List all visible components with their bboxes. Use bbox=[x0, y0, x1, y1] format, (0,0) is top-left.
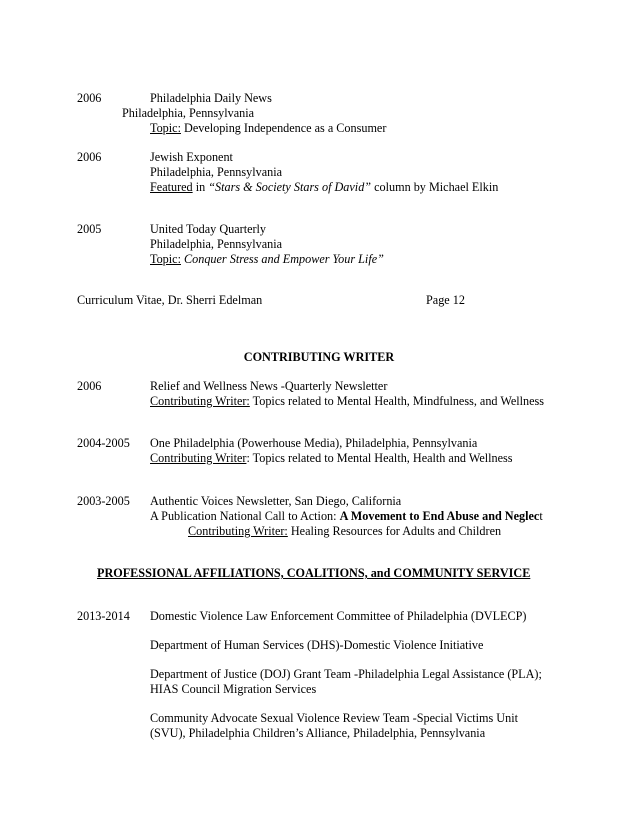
affiliations-year: 2013-2014 bbox=[77, 609, 130, 623]
affiliation-item-2: Department of Human Services (DHS)-Domestic Violence Initiative bbox=[150, 638, 484, 652]
media-3-topic-label: Topic: bbox=[150, 252, 181, 266]
footer-page-number: Page 12 bbox=[426, 293, 465, 307]
media-2-feature bbox=[150, 180, 498, 195]
media-1-topic-detail: Developing Independence as a Consumer bbox=[180, 121, 387, 135]
contrib-2-role-label: Contributing Writer bbox=[150, 451, 247, 465]
contrib-2-role bbox=[150, 451, 513, 466]
footer-cv-title: Curriculum Vitae, Dr. Sherri Edelman bbox=[77, 293, 263, 307]
media-1-location: Philadelphia, Pennsylvania bbox=[122, 106, 255, 120]
contrib-1-role bbox=[150, 394, 544, 409]
contrib-3-year: 2003-2005 bbox=[77, 494, 130, 508]
contributing-writer-heading: CONTRIBUTING WRITER bbox=[243, 350, 395, 364]
affiliation-item-3: Department of Justice (DOJ) Grant Team -Philadelphia Legal Assistance (PLA); bbox=[150, 667, 542, 681]
media-3-outlet: United Today Quarterly bbox=[150, 222, 267, 236]
media-3-year: 2005 bbox=[77, 222, 102, 236]
media-2-feature-pre: in bbox=[192, 180, 209, 194]
contrib-3-cta-post: t bbox=[539, 509, 543, 523]
media-2-feature-post: column by Michael Elkin bbox=[371, 180, 499, 194]
affiliation-item-6: (SVU), Philadelphia Children’s Alliance, Philadelphia, Pennsylvania bbox=[150, 726, 486, 740]
media-1-outlet: Philadelphia Daily News bbox=[150, 91, 272, 105]
contrib-3-call-to-action bbox=[150, 509, 543, 524]
contrib-1-year: 2006 bbox=[77, 379, 102, 393]
contrib-3-role bbox=[188, 524, 501, 539]
media-3-topic-detail: Conquer Stress and Empower Your Life” bbox=[180, 252, 384, 266]
affiliation-item-1: Domestic Violence Law Enforcement Committee of Philadelphia (DVLECP) bbox=[150, 609, 527, 623]
affiliation-item-4: HIAS Council Migration Services bbox=[150, 682, 317, 696]
contrib-3-publication: Authentic Voices Newsletter, San Diego, California bbox=[150, 494, 402, 508]
media-1-topic bbox=[150, 121, 386, 136]
contrib-2-role-detail: : Topics related to Mental Health, Health and Wellness bbox=[246, 451, 513, 465]
media-1-topic-label: Topic: bbox=[150, 121, 181, 135]
media-3-topic bbox=[150, 252, 384, 267]
contrib-1-role-detail: Topics related to Mental Health, Mindfulness, and Wellness bbox=[249, 394, 545, 408]
contrib-3-role-detail: Healing Resources for Adults and Children bbox=[287, 524, 502, 538]
contrib-2-year: 2004-2005 bbox=[77, 436, 130, 450]
media-2-location: Philadelphia, Pennsylvania bbox=[150, 165, 283, 179]
media-1-year: 2006 bbox=[77, 91, 102, 105]
media-2-feature-column: “Stars & Society Stars of David” bbox=[208, 180, 372, 194]
media-3-location: Philadelphia, Pennsylvania bbox=[150, 237, 283, 251]
affiliations-heading: PROFESSIONAL AFFILIATIONS, COALITIONS, and COMMUNITY SERVICE bbox=[97, 566, 531, 580]
contrib-2-publication: One Philadelphia (Powerhouse Media), Philadelphia, Pennsylvania bbox=[150, 436, 478, 450]
media-2-outlet: Jewish Exponent bbox=[150, 150, 233, 164]
contrib-1-publication: Relief and Wellness News -Quarterly Newsletter bbox=[150, 379, 388, 393]
affiliation-item-5: Community Advocate Sexual Violence Review Team -Special Victims Unit bbox=[150, 711, 518, 725]
contrib-3-cta-pre: A Publication National Call to Action: bbox=[150, 509, 340, 523]
contrib-3-role-label: Contributing Writer: bbox=[188, 524, 288, 538]
contrib-1-role-label: Contributing Writer: bbox=[150, 394, 250, 408]
media-2-year: 2006 bbox=[77, 150, 102, 164]
media-2-feature-label: Featured bbox=[150, 180, 193, 194]
contrib-3-cta-bold: A Movement to End Abuse and Neglec bbox=[339, 509, 540, 523]
